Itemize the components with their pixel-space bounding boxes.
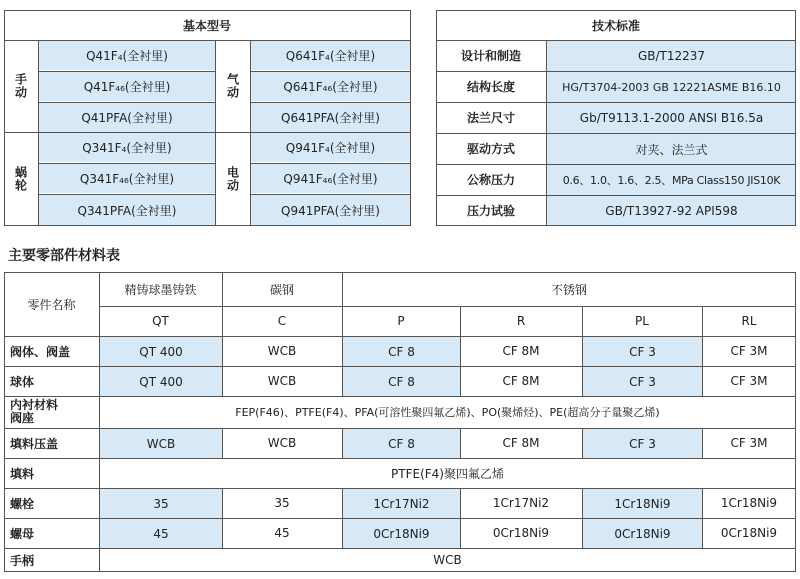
row-lining-name-line2: 阀座 xyxy=(10,411,35,425)
row-bolt-p: 1Cr17Ni2 xyxy=(343,489,460,518)
std-value-drive: 对夹、法兰式 xyxy=(547,134,796,164)
model-q341f4: Q341F₄(全衬里) xyxy=(39,133,215,162)
row-ball-name: 球体 xyxy=(10,374,35,389)
code-p: P xyxy=(397,314,405,328)
row-body-bonnet-c: WCB xyxy=(267,344,297,358)
row-bolt-c: 35 xyxy=(274,496,290,510)
row-packing-name: 填料 xyxy=(10,466,35,481)
std-name-length: 结构长度 xyxy=(466,80,515,94)
row-handle-span: WCB xyxy=(433,553,462,567)
group-label-electric: 电动 xyxy=(225,165,240,192)
row-nut-name: 螺母 xyxy=(10,526,35,541)
materials-title: 主要零部件材料表 xyxy=(8,248,120,264)
row-handle-name: 手柄 xyxy=(10,553,35,568)
std-name-design: 设计和制造 xyxy=(460,49,521,63)
row-nut-r: 0Cr18Ni9 xyxy=(492,526,550,540)
part-name-header: 零件名称 xyxy=(27,297,76,312)
model-q41f4: Q41F₄(全衬里) xyxy=(39,41,215,70)
row-nut-p: 0Cr18Ni9 xyxy=(343,519,460,548)
code-rl: RL xyxy=(741,314,757,328)
row-ball-qt: QT 400 xyxy=(100,367,222,396)
code-r: R xyxy=(516,314,526,328)
basic-models-table xyxy=(4,10,410,225)
row-lining-name-line1: 内衬材料 xyxy=(10,398,59,412)
tech-standards-table xyxy=(436,10,796,225)
row-bolt-pl: 1Cr18Ni9 xyxy=(583,489,702,518)
row-gland-qt: WCB xyxy=(100,429,222,458)
row-lining-name xyxy=(4,396,99,428)
row-gland-name: 填料压盖 xyxy=(10,436,59,451)
model-q941f46: Q941F₄₆(全衬里) xyxy=(251,164,410,193)
group-label-worm: 蜗轮 xyxy=(13,165,28,192)
row-nut-qt: 45 xyxy=(100,519,222,548)
ductile-iron-header: 精铸球墨铸铁 xyxy=(124,282,197,297)
group-label-pneumatic: 气动 xyxy=(225,73,240,99)
tech-standards-title: 技术标准 xyxy=(591,18,640,33)
code-qt: QT xyxy=(152,314,169,328)
row-gland-r: CF 8M xyxy=(502,436,540,450)
basic-models-title: 基本型号 xyxy=(182,18,231,33)
row-body-bonnet-name: 阀体、阀盖 xyxy=(10,344,71,359)
std-value-test: GB/T13927-92 API598 xyxy=(547,196,796,225)
row-ball-r: CF 8M xyxy=(502,374,540,388)
row-bolt-qt: 35 xyxy=(100,489,222,518)
row-ball-c: WCB xyxy=(267,374,297,388)
std-name-drive: 驱动方式 xyxy=(466,142,515,156)
model-q941f4: Q941F₄(全衬里) xyxy=(251,133,410,162)
code-pl: PL xyxy=(635,314,649,328)
row-lining-span: FEP(F46)、PTFE(F4)、PFA(可溶性聚四氟乙烯)、PO(聚烯烃)、PE(超高分子量聚乙烯) xyxy=(235,406,660,419)
row-body-bonnet-qt: QT 400 xyxy=(100,337,222,366)
std-value-pressure: 0.6、1.0、1.6、2.5、MPa Class150 JIS10K xyxy=(547,165,796,195)
model-q641pfa: Q641PFA(全衬里) xyxy=(251,103,410,132)
std-name-pressure: 公称压力 xyxy=(466,173,515,187)
group-label-manual: 手动 xyxy=(13,73,28,99)
code-c: C xyxy=(277,314,287,328)
row-body-bonnet-rl: CF 3M xyxy=(730,344,768,358)
row-gland-c: WCB xyxy=(267,436,297,450)
row-nut-c: 45 xyxy=(274,526,290,540)
row-ball-pl: CF 3 xyxy=(583,367,702,396)
row-ball-rl: CF 3M xyxy=(730,374,768,388)
row-nut-pl: 0Cr18Ni9 xyxy=(583,519,702,548)
row-bolt-name: 螺栓 xyxy=(10,496,35,511)
row-bolt-rl: 1Cr18Ni9 xyxy=(720,496,778,510)
row-body-bonnet-pl: CF 3 xyxy=(583,337,702,366)
carbon-steel-header: 碳钢 xyxy=(269,282,294,297)
row-ball-p: CF 8 xyxy=(343,367,460,396)
std-value-design: GB/T12237 xyxy=(547,41,796,71)
row-gland-rl: CF 3M xyxy=(730,436,768,450)
row-packing-span: PTFE(F4)聚四氟乙烯 xyxy=(391,466,504,481)
model-q941pfa: Q941PFA(全衬里) xyxy=(251,195,410,225)
model-q641f4: Q641F₄(全衬里) xyxy=(251,41,410,70)
model-q341pfa: Q341PFA(全衬里) xyxy=(39,195,215,225)
row-nut-rl: 0Cr18Ni9 xyxy=(720,526,778,540)
std-name-flange: 法兰尺寸 xyxy=(466,111,515,125)
materials-table xyxy=(4,272,796,572)
std-value-flange: Gb/T9113.1-2000 ANSI B16.5a xyxy=(547,103,796,133)
row-gland-pl: CF 3 xyxy=(583,429,702,458)
std-name-test: 压力试验 xyxy=(466,203,515,218)
model-q341f46: Q341F₄₆(全衬里) xyxy=(39,164,215,193)
std-value-length: HG/T3704-2003 GB 12221ASME B16.10 xyxy=(547,72,796,102)
row-gland-p: CF 8 xyxy=(343,429,460,458)
model-q41f46: Q41F₄₆(全衬里) xyxy=(39,72,215,101)
stainless-header: 不锈钢 xyxy=(550,282,587,297)
model-q41pfa: Q41PFA(全衬里) xyxy=(39,103,215,132)
model-q641f46: Q641F₄₆(全衬里) xyxy=(251,72,410,101)
row-body-bonnet-r: CF 8M xyxy=(502,344,540,358)
row-bolt-r: 1Cr17Ni2 xyxy=(492,496,550,510)
row-body-bonnet-p: CF 8 xyxy=(343,337,460,366)
